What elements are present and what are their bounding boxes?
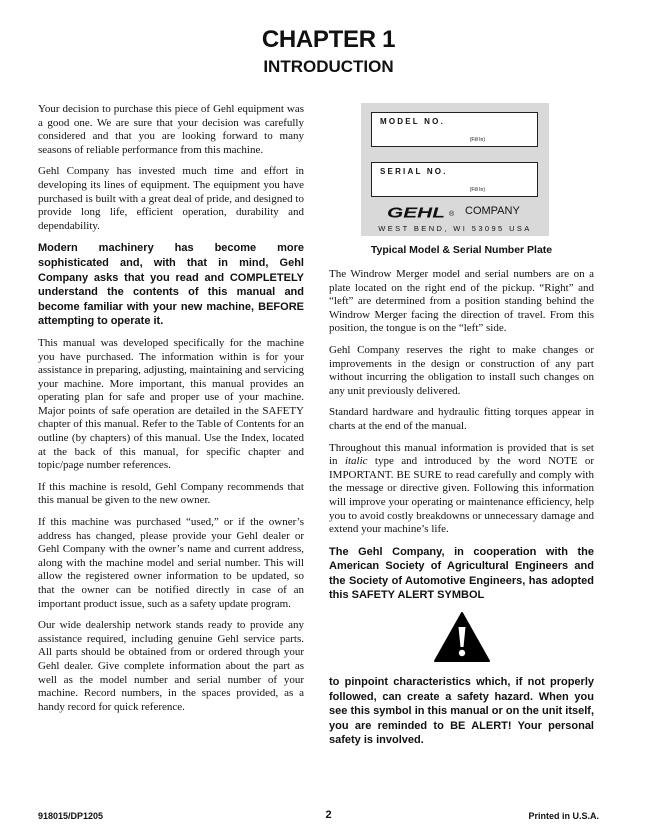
changes-paragraph: Gehl Company reserves the right to make changes or improvements in the design or construction of any part without incurring the obligation to install such changes on any unit previously delivered.	[329, 343, 594, 397]
intro-paragraph-5: If this machine was purchased “used,” or if the owner’s address has changed, please provide your Gehl dealer or Gehl Company with the owner’s name and current address, along with the machine model and serial number. This will allow the registered owner information to be updated, so that the owner can be notified directly in case of an important product issue, such as a safety update program.	[38, 516, 304, 610]
left-column	[38, 103, 304, 722]
intro-paragraph-1: Your decision to purchase this piece of Gehl equipment was a good one. We are sure that your decision was carefully considered and that you are looking forward to many seasons of reliable performance from this machine.	[38, 103, 304, 156]
serial-number-plate	[361, 103, 549, 236]
model-number-label: MODEL NO.	[380, 117, 445, 126]
company-label: COMPANY	[465, 205, 520, 217]
chapter-title: INTRODUCTION	[263, 57, 394, 76]
document-number: 918015/DP1205	[38, 811, 104, 821]
plate-location-paragraph: The Windrow Merger model and serial numbers are on a plate located on the right end of the pickup. “Right” and “left” are determined from a position standing behind the Windrow Merger facing the direction of travel. From this position, the tongue is on the “left” side.	[329, 268, 594, 335]
svg-text:GEHL: GEHL	[387, 205, 445, 219]
chapter-number: CHAPTER 1	[261, 26, 396, 53]
model-number-field	[371, 112, 538, 147]
right-column	[329, 103, 594, 756]
printed-in: Printed in U.S.A.	[528, 811, 599, 821]
note-paragraph: Throughout this manual information is provided that is set in italic type and introduced by the word NOTE or IMPORTANT. BE SURE to read carefully and comply with the message or directive given. Following this information will improve your operating or maintenance efficiency, help you to avoid costly breakdowns or unnecessary damage and extend your machine’s life.	[329, 441, 594, 536]
serial-number-label: SERIAL NO.	[380, 167, 448, 176]
brand-row	[361, 204, 549, 222]
page-number: 2	[325, 809, 332, 821]
intro-paragraph-6: Our wide dealership network stands ready to provide any assistance required, including genuine Gehl service parts. All parts should be obtained from or ordered through your Gehl dealer. Give complete information about the part as well as the model number and serial number of your machine. Record numbers, in the spaces provided, as a handy record for quick reference.	[38, 619, 304, 713]
torque-paragraph: Standard hardware and hydraulic fitting torques appear in charts at the end of the manual.	[329, 406, 594, 432]
italic-word: italic	[344, 455, 368, 468]
safety-alert-explanation: to pinpoint characteristics which, if not properly followed, can create a safety hazard. When you see this symbol in this manual or on the unit itself, you are reminded to BE ALERT! Your personal safety is involved.	[329, 676, 594, 747]
intro-paragraph-3: This manual was developed specifically for the machine you have purchased. The information within is for your assistance in preparing, adjusting, maintaining and servicing your machine. More important, this manual provides an operating plan for safe and proper use of your machine. Major points of safe operation are detailed in the SAFETY chapter of this manual. Refer to the Table of Contents for an outline (by chapters) of this manual. Use the Index, located at the back of this manual, for specific chapter and topic/page number references.	[38, 336, 304, 472]
model-number-hint: (Fill In)	[469, 137, 485, 143]
company-address: WEST BEND, WI 53095 USA	[378, 224, 532, 233]
safety-alert-icon	[433, 611, 491, 663]
gehl-logo	[387, 205, 447, 219]
intro-paragraph-2: Gehl Company has invested much time and effort in developing its lines of equipment. The equipment you have purchased is built with a great deal of pride, and designed to provide long life, efficient operation, durability and dependability.	[38, 165, 304, 232]
registered-mark: ®	[449, 211, 455, 218]
plate-caption: Typical Model & Serial Number Plate	[370, 244, 553, 256]
safety-alert-intro: The Gehl Company, in cooperation with the American Society of Agricultural Engineers and the Society of Automotive Engineers, has adopted this SAFETY ALERT SYMBOL	[329, 545, 594, 602]
serial-number-field	[371, 162, 538, 197]
serial-number-hint: (Fill In)	[469, 187, 485, 193]
read-manual-notice: Modern machinery has become more sophisticated and, with that in mind, Gehl Company asks that you read and COMPLETELY understand the contents of this manual and become familiar with your new machine, BEFORE attempting to operate it.	[38, 242, 304, 328]
intro-paragraph-4: If this machine is resold, Gehl Company recommends that this manual be given to the new owner.	[38, 480, 304, 507]
